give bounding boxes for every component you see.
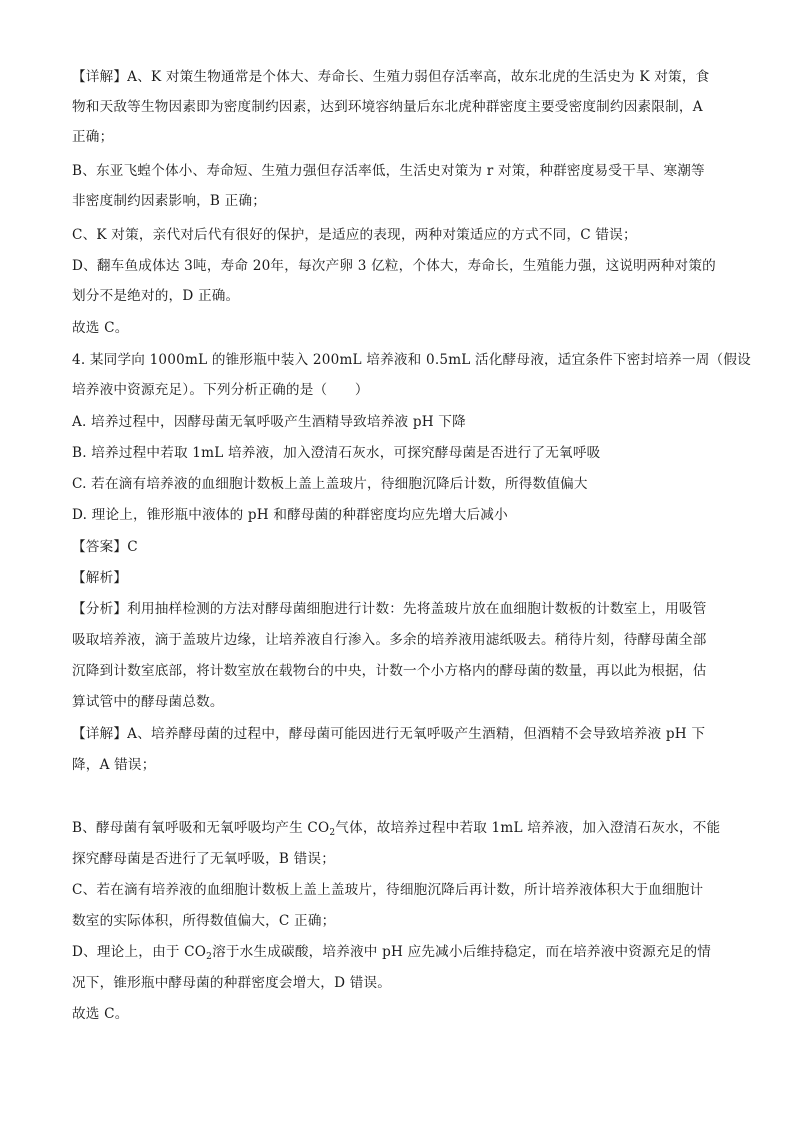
answer-line [72,537,732,557]
text-line: 【分析】利用抽样检测的方法对酵母菌细胞进行计数：先将盖玻片放在血细胞计数板的计数室上，用吸管 [72,601,707,617]
text-line: 【详解】A、K 对策生物通常是个体大、寿命长、生殖力弱但存活率高，故东北虎的生活史为 K 对策，食 [72,69,710,85]
question-stem: 培养液中资源充足）。下列分析正确的是（ ） [72,382,369,398]
subscript: 2 [206,952,213,962]
analysis-label: 【解析】 [72,570,128,586]
text-line: D、翻车鱼成体达 3吨，寿命 20年，每次产卵 3 亿粒，个体大，寿命长，生殖能力强，这说明两种对策的 [72,258,716,274]
text-line: 降，A 错误； [72,757,156,773]
text-line: 正确； [72,129,114,145]
text-segment: 气体，故培养过程中若取 1mL 培养液，加入澄清石灰水，不能 [335,820,721,836]
text-segment: 溶于水生成碳酸，培养液中 pH 应先减小后维持稳定，而在培养液中资源充足的情 [212,944,712,960]
text-line: 况下，锥形瓶中酵母菌的种群密度会增大，D 错误。 [72,975,392,991]
question-stem: 4. 某同学向 1000mL 的锥形瓶中装入 200mL 培养液和 0.5mL 活化酵母液，适宜条件下密封培养一周（假设 [72,352,751,368]
text-line: 算试管中的酵母菌总数。 [72,694,224,710]
text-line: C、K 对策，亲代对后代有很好的保护，是适应的表现，两种对策适应的方式不同，C 错误； [72,227,637,243]
option-d: D. 理论上，锥形瓶中液体的 pH 和酵母菌的种群密度均应先增大后减小 [72,507,508,523]
text-line: 探究酵母菌是否进行了无氧呼吸，B 错误； [72,851,335,867]
text-line: B、东亚飞蝗个体小、寿命短、生殖力强但存活率低，生活史对策为 r 对策，种群密度易受干旱、寒潮等 [72,163,705,179]
answer-value: C [127,539,138,555]
text-line: 物和天敌等生物因素即为密度制约因素，达到环境容纳量后东北虎种群密度主要受密度制约因素限制，A [72,99,703,115]
option-c: C. 若在滴有培养液的血细胞计数板上盖上盖玻片，待细胞沉降后计数，所得数值偏大 [72,476,588,492]
text-line: 非密度制约因素影响，B 正确； [72,193,267,209]
answer-label: 【答案】 [72,539,128,555]
text-segment: D、理论上，由于 CO [72,944,207,960]
text-line [72,818,732,843]
option-b: B. 培养过程中若取 1mL 培养液，加入澄清石灰水，可探究酵母菌是否进行了无氧呼吸 [72,445,601,461]
text-segment: B、酵母菌有氧呼吸和无氧呼吸均产生 CO [72,820,330,836]
text-line: 吸取培养液，滴于盖玻片边缘，让培养液自行渗入。多余的培养液用滤纸吸去。稍待片刻，待酵母菌全部 [72,632,707,648]
text-line [72,942,732,967]
option-a: A. 培养过程中，因酵母菌无氧呼吸产生酒精导致培养液 pH 下降 [72,414,466,430]
text-line: 划分不是绝对的，D 正确。 [72,288,240,304]
text-line: 数室的实际体积，所得数值偏大，C 正确； [72,913,336,929]
text-line: 【详解】A、培养酵母菌的过程中，酵母菌可能因进行无氧呼吸产生酒精，但酒精不会导致培养液 pH 下 [72,726,706,742]
text-line: 故选 C。 [72,1006,129,1022]
text-line: 沉降到计数室底部，将计数室放在载物台的中央，计数一个小方格内的酵母菌的数量，再以此为根据，估 [72,663,707,679]
subscript: 2 [329,828,336,838]
text-line: C、若在滴有培养液的血细胞计数板上盖上盖玻片，待细胞沉降后再计数，所计培养液体积大于血细胞计 [72,882,704,898]
text-line: 故选 C。 [72,320,129,336]
